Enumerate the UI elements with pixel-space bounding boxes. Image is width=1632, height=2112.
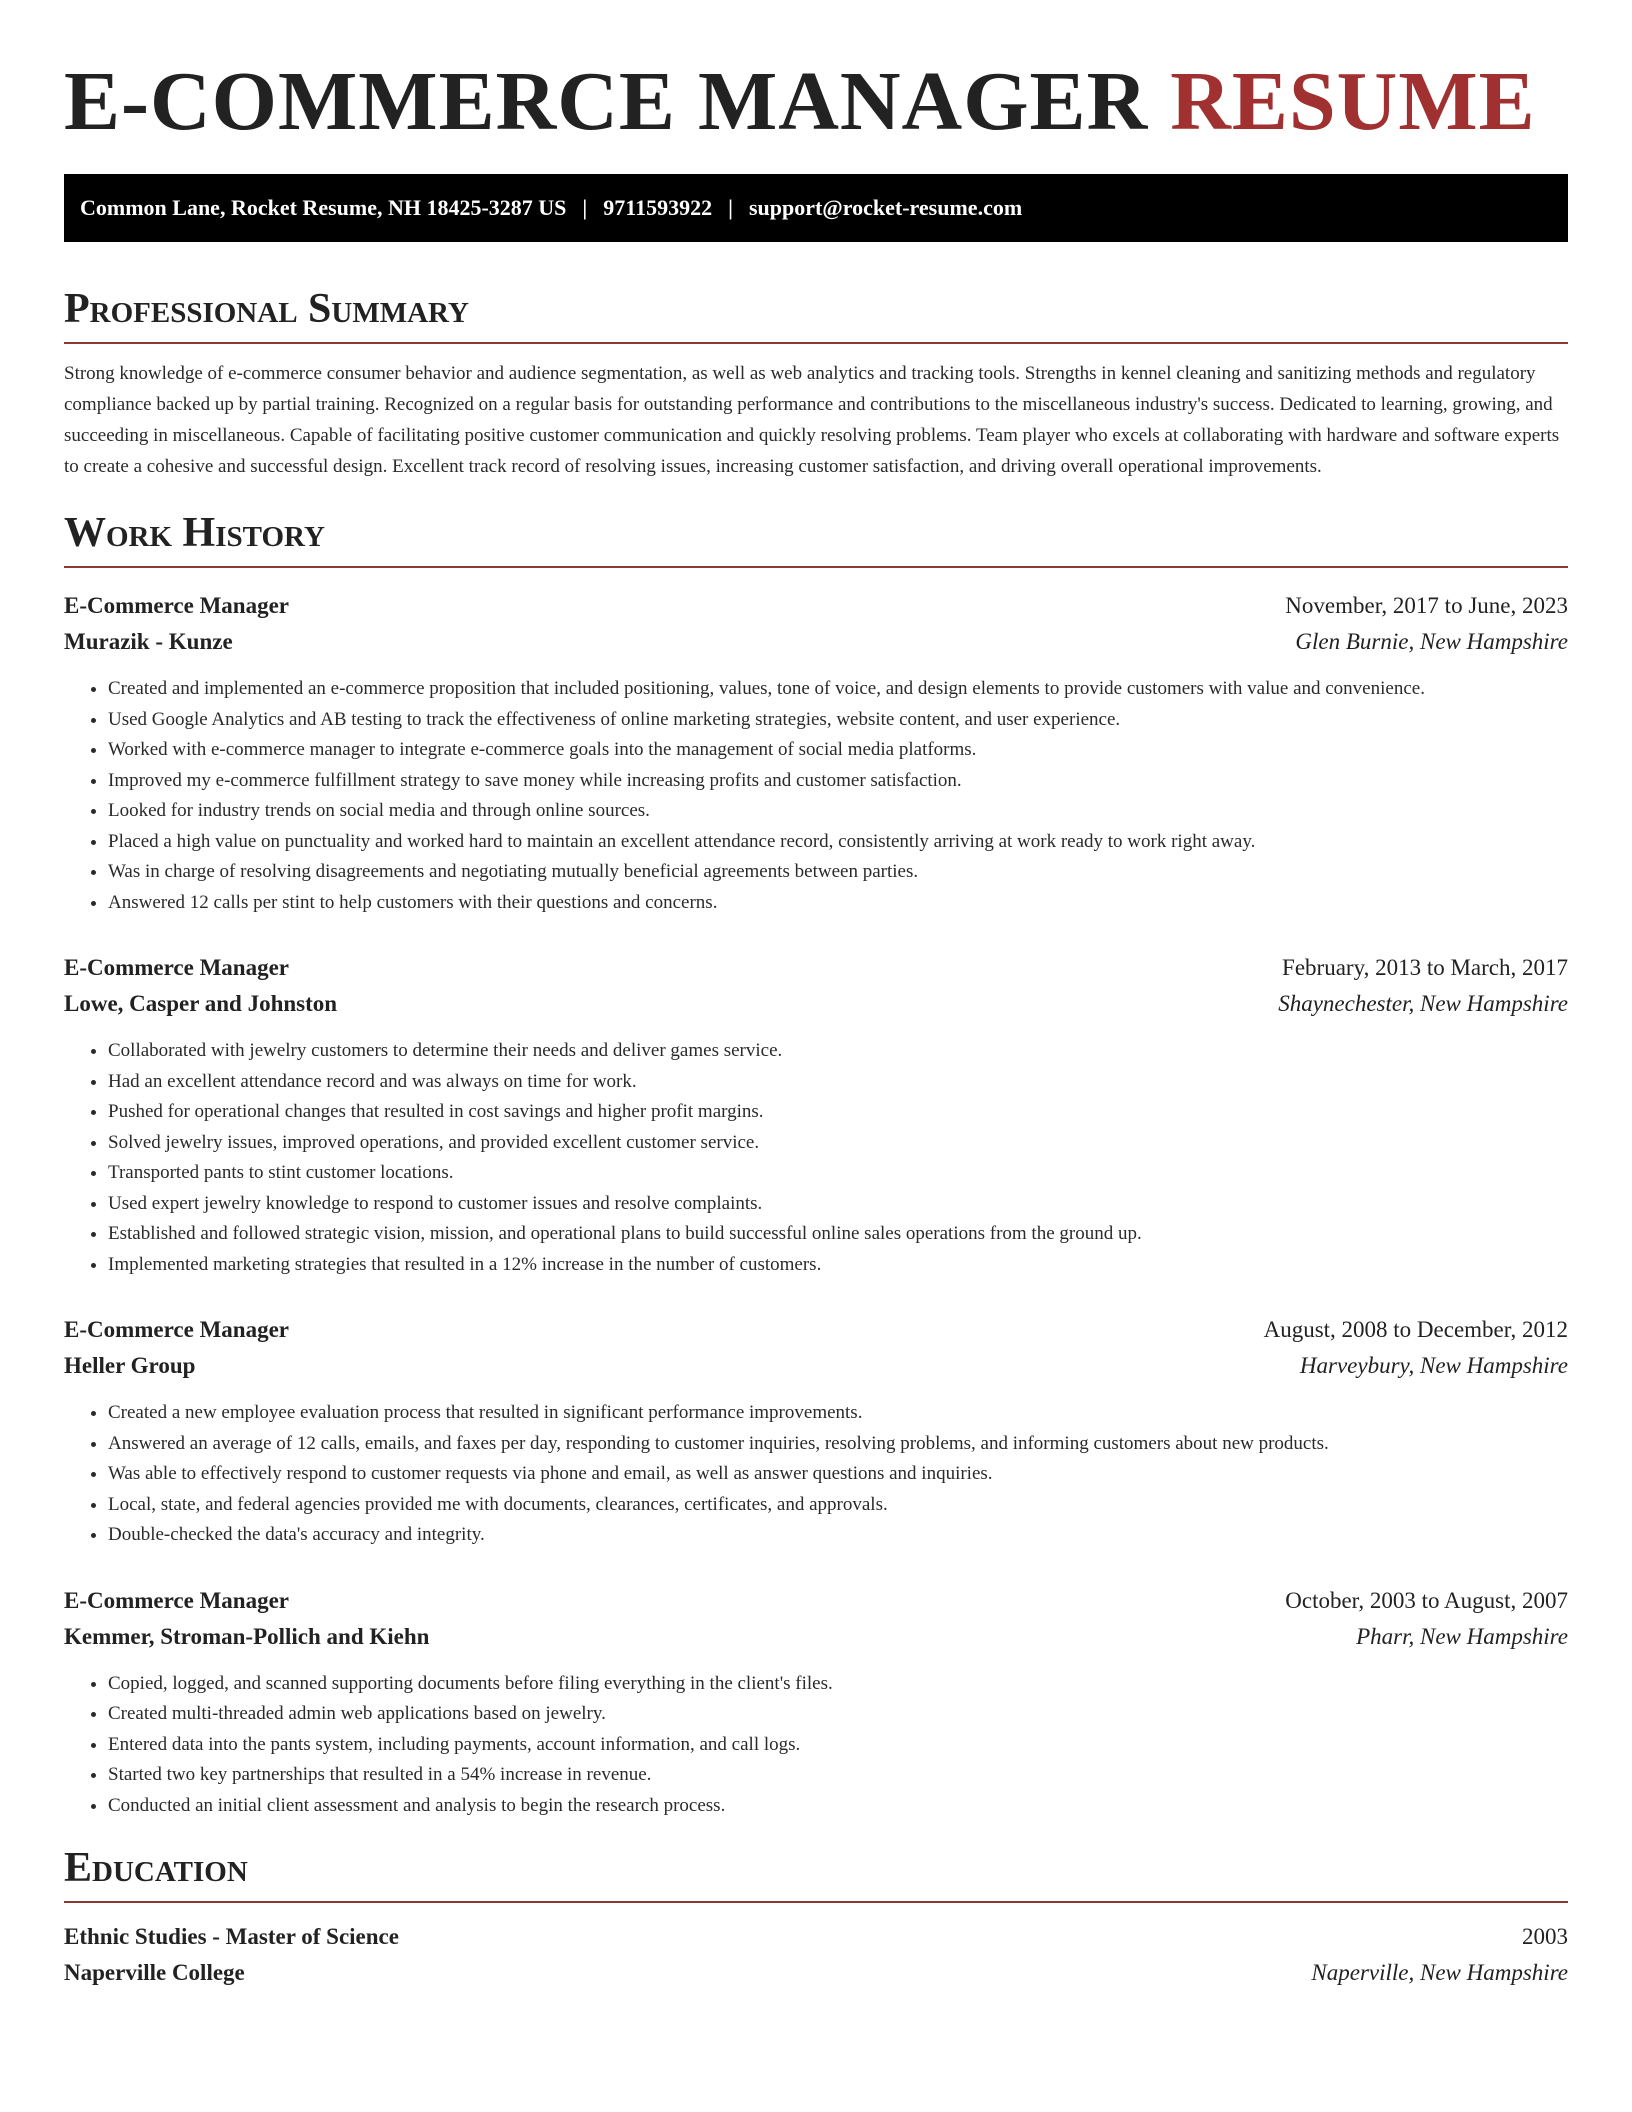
education-school: Naperville College [64, 1960, 245, 1985]
work-history-heading: Work History [64, 506, 1568, 568]
job-title: E-Commerce Manager [64, 1587, 290, 1613]
document-title [64, 52, 1568, 152]
job-title: E-Commerce Manager [64, 955, 290, 980]
job-company: Heller Group [64, 1353, 196, 1378]
job-duty-item: • Solved jewelry issues, improved operations, and provided excellent customer service. [108, 1128, 1568, 1159]
job-header-row [64, 950, 1568, 986]
job-duty-item: • Used Google Analytics and AB testing to track the effectiveness of online marketing strategies, website content, and user experience. [108, 705, 1568, 736]
education-entry [64, 1919, 1568, 1991]
summary-heading: Professional Summary [64, 282, 1568, 344]
contact-separator: | [728, 195, 733, 220]
job-duty-item: • Copied, logged, and scanned supporting documents before filing everything in the client's files. [108, 1669, 1568, 1700]
education-year: 2003 [1522, 1924, 1568, 1949]
job-header-row [64, 1583, 1568, 1619]
contact-phone: 9711593922 [603, 195, 713, 220]
job-header-row [64, 588, 1568, 624]
job-company-row [64, 986, 1568, 1022]
summary-text: Strong knowledge of e-commerce consumer behavior and audience segmentation, as well as web analytics and tracking tools. Strengths in kennel cleaning and sanitizing methods and regulatory compliance backed up by partial training. Recognized on a regular basis for outstanding performance and contributions to the miscellaneous industry's success. Dedicated to learning, growing, and succeeding in miscellaneous. Capable of facilitating positive customer communication and quickly resolving problems. Team player who excels at collaborating with hardware and software experts to create a cohesive and successful design. Excellent track record of resolving issues, increasing customer satisfaction, and driving overall operational improvements. [64, 363, 1560, 477]
contact-email: support@rocket-resume.com [748, 195, 1023, 220]
job-duty-item: • Collaborated with jewelry customers to determine their needs and deliver games service. [108, 1036, 1568, 1067]
job-duty-item: • Implemented marketing strategies that resulted in a 12% increase in the number of customers. [108, 1250, 1568, 1281]
title-main: E-COMMERCE MANAGER [64, 55, 1149, 148]
job-header-row [64, 1312, 1568, 1348]
contact-separator: | [582, 195, 588, 220]
job-duty-item: • Looked for industry trends on social media and through online sources. [108, 796, 1568, 827]
job-duty-item: • Created and implemented an e-commerce proposition that included positioning, values, tone of voice, and design elements to provide customers with value and convenience. [108, 674, 1568, 705]
education-location: Naperville, New Hampshire [1311, 1960, 1568, 1985]
job-company-row [64, 1619, 1568, 1655]
job-company: Lowe, Casper and Johnston [64, 991, 338, 1016]
job-entry [64, 1312, 1568, 1551]
job-duty-item: • Improved my e-commerce fulfillment strategy to save money while increasing profits and customer satisfaction. [108, 766, 1568, 797]
job-duty-item: • Used expert jewelry knowledge to respond to customer issues and resolve complaints. [108, 1189, 1568, 1220]
job-entry [64, 588, 1568, 918]
education-heading: Education [64, 1841, 1568, 1903]
education-school-row [64, 1955, 1568, 1991]
job-title: E-Commerce Manager [64, 593, 290, 618]
job-company-row [64, 1348, 1568, 1384]
job-dates: November, 2017 to June, 2023 [1285, 593, 1568, 618]
job-location: Glen Burnie, New Hampshire [1295, 629, 1568, 654]
job-duty-item: • Had an excellent attendance record and was always on time for work. [108, 1067, 1568, 1098]
title-accent: RESUME [1170, 55, 1536, 148]
job-duty-item: • Established and followed strategic vision, mission, and operational plans to build successful online sales operations from the ground up. [108, 1219, 1568, 1250]
job-company-row [64, 624, 1568, 660]
job-duty-item: • Created a new employee evaluation process that resulted in significant performance improvements. [108, 1398, 1568, 1429]
job-duties-list [64, 1669, 1568, 1822]
education-list [64, 1919, 1568, 1991]
job-duty-item: • Was able to effectively respond to customer requests via phone and email, as well as answer questions and inquiries. [108, 1459, 1568, 1490]
job-duty-item: • Started two key partnerships that resulted in a 54% increase in revenue. [108, 1760, 1568, 1791]
job-location: Shaynechester, New Hampshire [1278, 991, 1568, 1016]
job-duties-list [64, 674, 1568, 918]
job-duty-item: • Pushed for operational changes that resulted in cost savings and higher profit margins. [108, 1097, 1568, 1128]
job-duty-item: • Worked with e-commerce manager to integrate e-commerce goals into the management of social media platforms. [108, 735, 1568, 766]
education-degree: Ethnic Studies - Master of Science [64, 1924, 399, 1949]
job-location: Pharr, New Hampshire [1356, 1623, 1568, 1649]
job-duties-list [64, 1036, 1568, 1280]
job-dates: October, 2003 to August, 2007 [1285, 1587, 1568, 1613]
work-history-list [64, 588, 1568, 1821]
job-duty-item: • Local, state, and federal agencies provided me with documents, clearances, certificates, and approvals. [108, 1490, 1568, 1521]
job-dates: February, 2013 to March, 2017 [1282, 955, 1568, 980]
job-dates: August, 2008 to December, 2012 [1263, 1317, 1568, 1342]
job-entry [64, 1583, 1568, 1822]
job-entry [64, 950, 1568, 1280]
job-company: Kemmer, Stroman-Pollich and Kiehn [64, 1623, 430, 1649]
job-duty-item: • Conducted an initial client assessment and analysis to begin the research process. [108, 1791, 1568, 1822]
job-location: Harveybury, New Hampshire [1299, 1353, 1568, 1378]
job-company: Murazik - Kunze [64, 629, 233, 654]
contact-bar [64, 174, 1568, 242]
job-duty-item: • Double-checked the data's accuracy and integrity. [108, 1520, 1568, 1551]
job-duty-item: • Was in charge of resolving disagreements and negotiating mutually beneficial agreements between parties. [108, 857, 1568, 888]
job-duty-item: • Transported pants to stint customer locations. [108, 1158, 1568, 1189]
job-duty-item: • Created multi-threaded admin web applications based on jewelry. [108, 1699, 1568, 1730]
contact-address: Common Lane, Rocket Resume, NH 18425-3287 US [80, 195, 567, 220]
job-duty-item: • Placed a high value on punctuality and worked hard to maintain an excellent attendance record, consistently arriving at work ready to work right away. [108, 827, 1568, 858]
job-duty-item: • Answered an average of 12 calls, emails, and faxes per day, responding to customer inquiries, resolving problems, and informing customers about new products. [108, 1429, 1568, 1460]
job-title: E-Commerce Manager [64, 1317, 290, 1342]
job-duties-list [64, 1398, 1568, 1551]
job-duty-item: • Answered 12 calls per stint to help customers with their questions and concerns. [108, 888, 1568, 919]
job-duty-item: • Entered data into the pants system, including payments, account information, and call logs. [108, 1730, 1568, 1761]
education-degree-row [64, 1919, 1568, 1955]
